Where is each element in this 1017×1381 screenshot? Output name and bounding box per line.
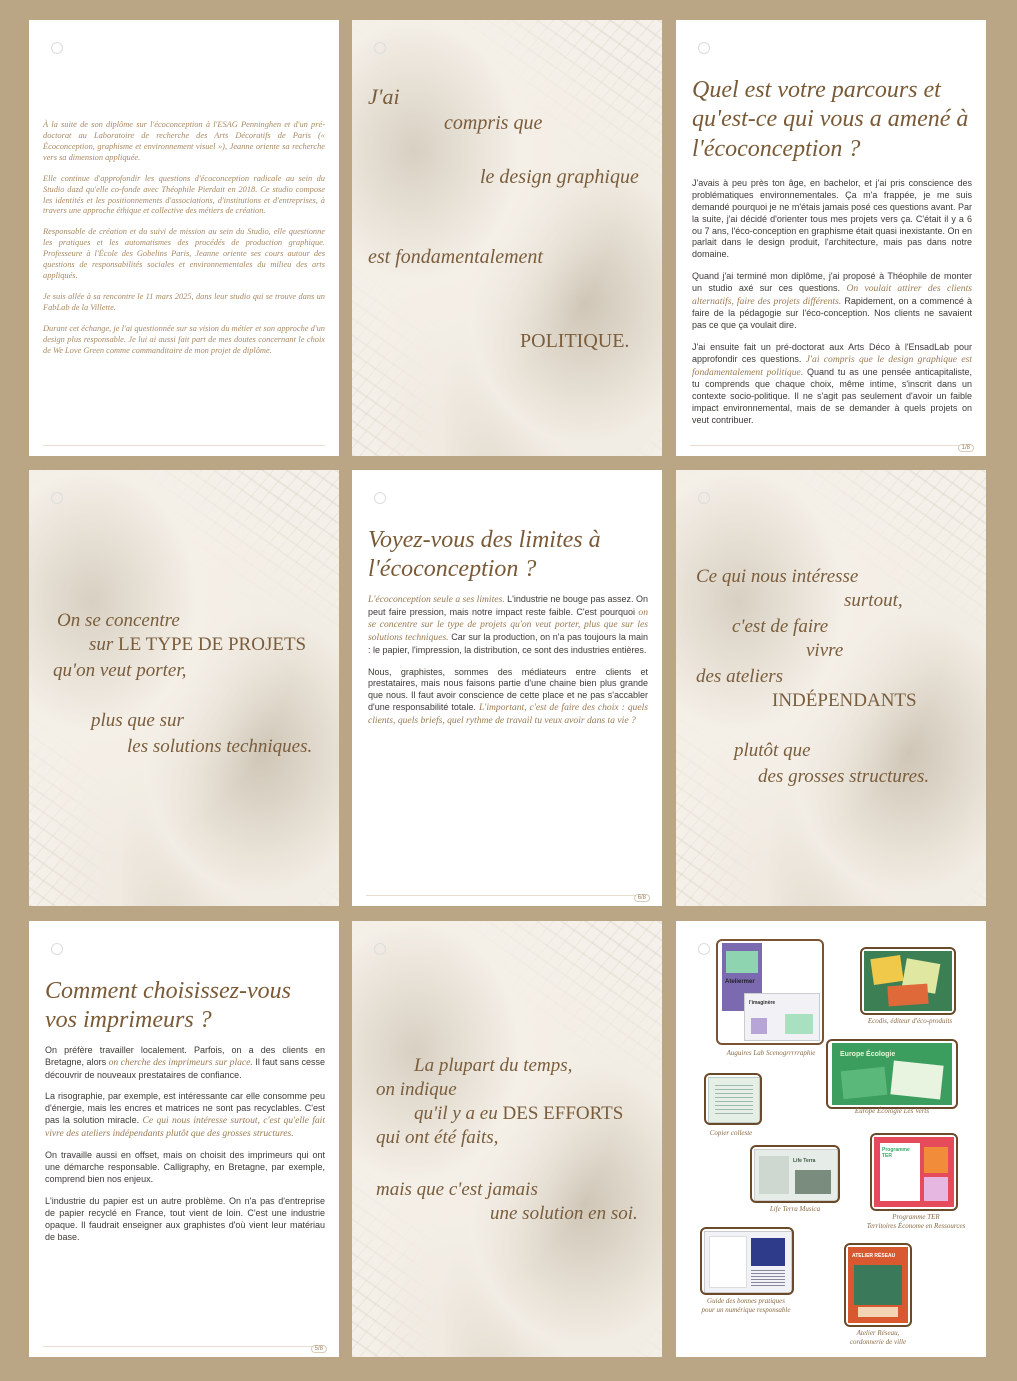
answer-paragraph: J'ai ensuite fait un pré-doctorat aux Arts Déco à l'EnsadLab pour approfondir ces questions. J'ai compris que le design graphique est fondamentalement politique. Quand tu as une pensée anticapitaliste, tu comprends que chaque choix, même intime, s'inscrit dans un contexte socio-politique. Il ne s'agit pas seulement d'avoir un faible impact environnemental, mais de se demander à quels projets on veut contribuer. bbox=[692, 342, 972, 425]
highlight: J'ai compris que le design graphique est fondamentalement politique. bbox=[692, 353, 972, 378]
highlight: on cherche des imprimeurs sur place. bbox=[108, 1056, 253, 1068]
binder-hole-icon bbox=[51, 943, 63, 955]
quote-line: plutôt que bbox=[734, 740, 811, 761]
hand-drawn-frame bbox=[870, 1133, 958, 1211]
answer-paragraph: L'écoconception seule a ses limites. L'industrie ne bouge pas assez. On peut faire pression, mais notre impact reste faible. C'est pourquoi on se concentre sur le type de projets qu'on veut porter, plus que sur les solutions techniques. Car sur la production, on n'a pas toujours la main : le papier, l'impression, la distribution, ce sont des industries entières. bbox=[368, 594, 648, 655]
answer-paragraph: La risographie, par exemple, est intéressante car elle consomme peu d'énergie, mais les encres et matrices ne sont pas recyclables. C'est pas la solution miracle. Ce qui nous intéresse surtout, c'est qu'elle fait vivre des ateliers indépendants plutôt que des grosses structures. bbox=[45, 1091, 325, 1139]
answer-paragraph: Nous, graphistes, sommes des médiateurs entre clients et prestataires, mais nous faisons partie d'une chaine bien plus grande que nous. Il faut avoir conscience de cette place et ne pas s'accabler d'une responsabilité totale. L'important, c'est de faire des choix : quels clients, quels briefs, quel rythme de travail tu veux avoir dans ta vie ? bbox=[368, 666, 648, 726]
hand-drawn-frame bbox=[860, 947, 956, 1015]
answer-text bbox=[368, 594, 648, 737]
hand-drawn-frame bbox=[700, 1227, 794, 1295]
quote-line: c'est de faire bbox=[732, 616, 829, 637]
thumb-label: Ateliermer bbox=[725, 979, 755, 985]
binder-hole-icon bbox=[698, 42, 710, 54]
highlight: Ce qui nous intéresse surtout, c'est qu'elle fait vivre des ateliers indépendants plutôt que des grosses structures. bbox=[45, 1115, 325, 1139]
answer-text bbox=[692, 178, 972, 437]
quote-line: le design graphique bbox=[480, 166, 639, 188]
caption: pour un numérique responsable bbox=[701, 1306, 791, 1314]
answer-text bbox=[45, 1045, 325, 1254]
caption: Auguires Lab Scenogrrrrraphie bbox=[726, 1049, 816, 1057]
quote-line: qui ont été faits, bbox=[376, 1127, 499, 1148]
quote-line: les solutions techniques. bbox=[127, 736, 313, 757]
caption: Life Terra Musica bbox=[769, 1205, 821, 1213]
quote-line: plus que sur bbox=[91, 710, 184, 731]
thumb-label: Programme TER bbox=[882, 1147, 910, 1159]
binder-hole-icon bbox=[51, 492, 63, 504]
intro-paragraph: Je suis allée à sa rencontre le 11 mars 2025, dans leur studio qui se trouve dans un FabLab de la Villette. bbox=[43, 291, 325, 312]
caption: Europe Écologie Les Verts bbox=[854, 1107, 930, 1115]
page-limites bbox=[352, 470, 662, 906]
page-parcours bbox=[676, 20, 986, 456]
intro-paragraph: Elle continue d'approfondir les questions d'écoconception radicale au sein du Studio dazd qu'elle co-fonde avec Théophile Pierdait en 2018. Ce studio compose les identités et les positionnements d'associations, d'institutions et d'entreprises, à travers une approche éthique et collective des métiers de création. bbox=[43, 173, 325, 216]
highlight: L'écoconception seule a ses limites. bbox=[368, 594, 505, 605]
binder-hole-icon bbox=[374, 943, 386, 955]
caption: Ecodis, éditeur d'éco-produits bbox=[867, 1017, 953, 1025]
page-portfolio bbox=[676, 921, 986, 1357]
page-intro bbox=[29, 20, 339, 456]
quote-line: des ateliers bbox=[696, 666, 784, 687]
hand-drawn-frame bbox=[716, 939, 824, 1045]
page-quote-politique bbox=[352, 20, 662, 456]
binder-hole-icon bbox=[698, 492, 710, 504]
binder-hole-icon bbox=[374, 492, 386, 504]
intro-paragraph: Durant cet échange, je l'ai questionnée sur sa vision du métier et son approche d'un design plus responsable. Je lui ai aussi fait part de mes doutes concernant le choix de We Love Green comme commanditaire de mon projet de diplôme. bbox=[43, 323, 325, 355]
page-quote-independants bbox=[676, 470, 986, 906]
hand-drawn-frame bbox=[826, 1039, 958, 1109]
quote-line: J'ai bbox=[368, 84, 400, 109]
caption: Atelier Réseau, bbox=[856, 1329, 900, 1337]
hand-drawn-frame bbox=[750, 1145, 840, 1203]
page-number: 6/8 bbox=[634, 894, 650, 902]
thumb-label: l'imaginère bbox=[749, 1000, 776, 1006]
page-imprimeurs bbox=[29, 921, 339, 1357]
caption: cordonnerie de ville bbox=[849, 1338, 907, 1346]
quote-line: surtout, bbox=[844, 590, 903, 611]
quote-line: compris que bbox=[444, 112, 543, 134]
quote-line: Ce qui nous intéresse bbox=[696, 566, 859, 587]
intro-paragraph: À la suite de son diplôme sur l'écoconception à l'ESAG Penninghen et d'un pré-doctorat au Laboratoire de recherche des Arts Décoratifs de Paris (« Écoconception, graphisme et environnement visuel »), Jeanne oriente sa recherche vers sa dimension appliquée. bbox=[43, 120, 325, 162]
caption: Territoires Économe en Ressources bbox=[866, 1222, 966, 1230]
quote-line: des grosses structures. bbox=[758, 766, 930, 787]
hand-drawn-frame bbox=[704, 1073, 762, 1125]
quote-line: INDÉPENDANTS bbox=[772, 690, 917, 711]
caption: Copier colleste bbox=[709, 1129, 753, 1137]
intro-text bbox=[43, 120, 325, 367]
hand-drawn-frame bbox=[844, 1243, 912, 1327]
quote-line: qu'il y a eu DES EFFORTS bbox=[414, 1103, 624, 1124]
quote-line: vivre bbox=[806, 640, 844, 661]
binder-hole-icon bbox=[51, 42, 63, 54]
page-footer-rule bbox=[43, 445, 325, 446]
answer-paragraph: L'industrie du papier est un autre problème. On n'a pas d'entreprise de papier recyclé en France, tout vient de loin. C'est une industrie opaque. Il faudrait enseigner aux graphistes d'où vient leur matériau de base. bbox=[45, 1196, 325, 1242]
quote-line: est fondamentalement bbox=[368, 246, 543, 268]
intro-paragraph: Responsable de création et du suivi de mission au sein du Studio, elle questionne les pratiques et les automatismes des procédés de production graphique. Professeure à l'École des Gobelins Paris, Jeanne oriente ses cours autour des questions de responsabilités sociales et environnementales du milieu des arts appliqués. bbox=[43, 227, 325, 281]
highlight: L'important, c'est de faire des choix : quels clients, quels briefs, quel rythme de travail tu veux avoir dans ta vie ? bbox=[368, 702, 648, 726]
page-number: 1/8 bbox=[958, 444, 974, 452]
quote-line: sur LE TYPE DE PROJETS bbox=[89, 634, 307, 655]
thumb-label: Europe Écologie bbox=[840, 1051, 896, 1058]
quote-line: POLITIQUE. bbox=[520, 330, 630, 352]
page-footer-rule bbox=[366, 895, 648, 896]
quote-line: mais que c'est jamais bbox=[376, 1179, 538, 1200]
answer-paragraph: On préfère travailler localement. Parfois, on a des clients en Bretagne, alors on cherche des imprimeurs sur place. Il faut sans cesse découvrir de nouveaux prestataires de confiance. bbox=[45, 1045, 325, 1080]
page-number: 5/8 bbox=[311, 1345, 327, 1353]
question-title: Quel est votre parcours et qu'est-ce qui vous a amené à l'écoconception ? bbox=[692, 77, 969, 162]
thumb-label: ATELIER RÉSEAU bbox=[852, 1253, 896, 1259]
binder-hole-icon bbox=[698, 943, 710, 955]
quote-line: On se concentre bbox=[57, 610, 180, 631]
answer-paragraph: Quand j'ai terminé mon diplôme, j'ai proposé à Théophile de monter un studio axé sur ces questions. On voulait attirer des clients alternatifs, faire des projets différents. Rapidement, on a commencé à faire de la pédagogie sur l'éco-conception. Nos clients ne savaient pas ce que ça voulait dire. bbox=[692, 271, 972, 331]
caption: Programme TER bbox=[892, 1213, 940, 1221]
quote-line: une solution en soi. bbox=[490, 1203, 638, 1224]
quote-line: La plupart du temps, bbox=[414, 1055, 573, 1076]
highlight: on se concentre sur le type de projets qu'on veut porter, plus que sur les solutions techniques. bbox=[368, 606, 648, 643]
answer-paragraph: On travaille aussi en offset, mais on choisit des imprimeurs qui ont une démarche responsable. Calligraphy, en Bretagne, par exemple, comprend bien nos enjeux. bbox=[45, 1150, 325, 1185]
binder-hole-icon bbox=[374, 42, 386, 54]
answer-paragraph: J'avais à peu près ton âge, en bachelor, et j'ai pris conscience des problématiques environnementales. Ça m'a frappée, je me suis demandé pourquoi je ne m'étais jamais posé ces questions avant. Par la suite, j'ai décidé d'orienter tous mes projets vers ça. C'était il y a 6 ou 7 ans, l'éco-conception en graphisme était quasi inexistante. On en parlait dans le design produit, l'architecture, mais pas dans notre domaine. bbox=[692, 178, 972, 260]
thumb-label: Life Terra bbox=[793, 1158, 816, 1164]
page-footer-rule bbox=[43, 1346, 325, 1347]
page-quote-projets bbox=[29, 470, 339, 906]
highlight: On voulait attirer des clients alternatifs, faire des projets différents. bbox=[692, 283, 972, 307]
caption: Guide des bonnes pratiques bbox=[707, 1297, 785, 1305]
quote-line: qu'on veut porter, bbox=[53, 660, 187, 681]
page-footer-rule bbox=[690, 445, 972, 446]
page-quote-efforts bbox=[352, 921, 662, 1357]
quote-line: on indique bbox=[376, 1079, 457, 1100]
question-title: Comment choisissez-vous vos imprimeurs ? bbox=[45, 978, 291, 1034]
question-title: Voyez-vous des limites à l'écoconception ? bbox=[368, 527, 601, 583]
